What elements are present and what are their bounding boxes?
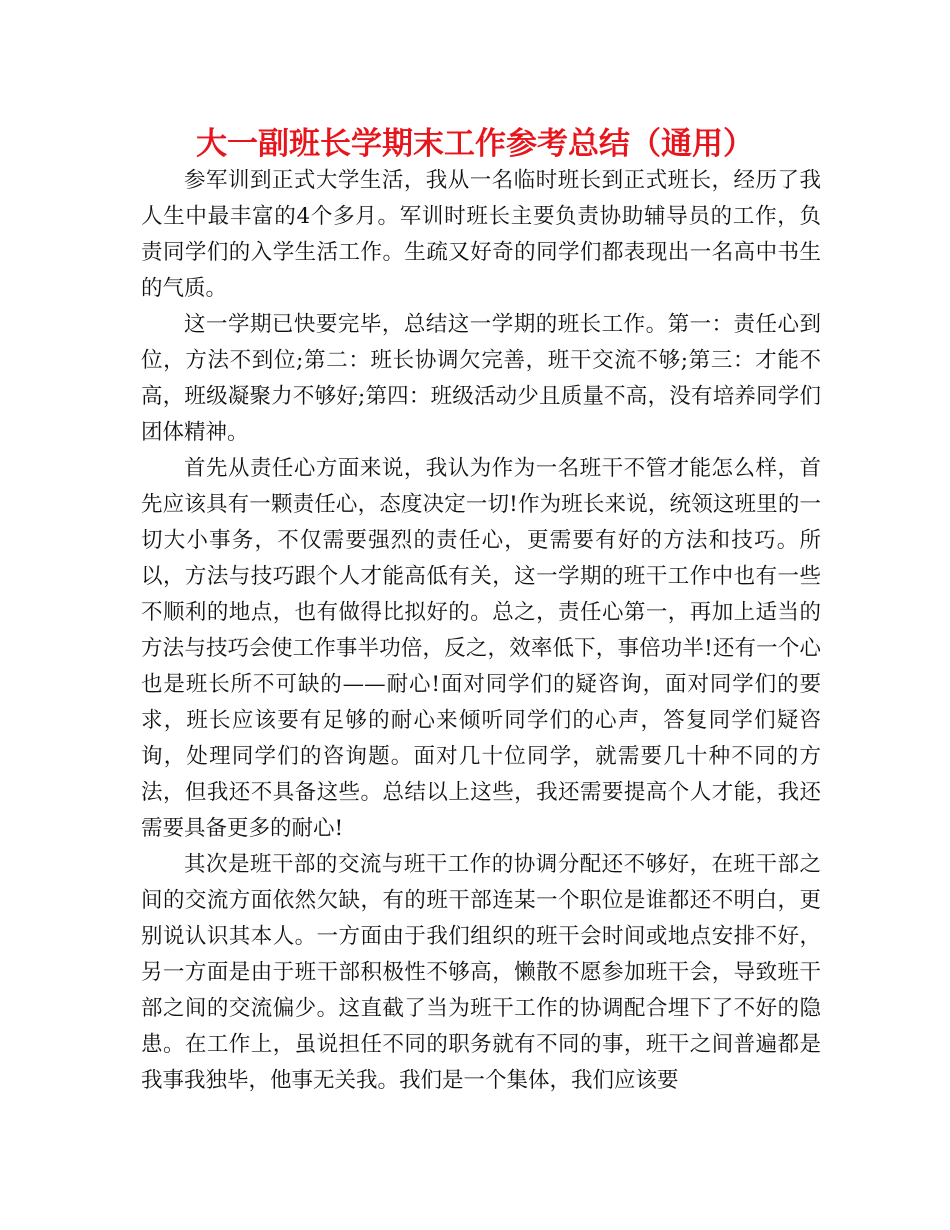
- document-body: [141, 163, 821, 1099]
- paragraph-3: 首先从责任心方面来说，我认为作为一名班干不管才能怎么样，首先应该具有一颗责任心，态度决定一切!作为班长来说，统领这班里的一切大小事务，不仅需要强烈的责任心，更需要有好的方法和技巧。所以，方法与技巧跟个人才能高低有关，这一学期的班干工作中也有一些不顺利的地点，也有做得比拟好的。总之，责任心第一，再加上适当的方法与技巧会使工作事半功倍，反之，效率低下，事倍功半!还有一个心也是班长所不可缺的——耐心!面对同学们的疑咨询，面对同学们的要求，班长应该要有足够的耐心来倾听同学们的心声，答复同学们疑咨询，处理同学们的咨询题。面对几十位同学，就需要几十种不同的方法，但我还不具备这些。总结以上这些，我还需要提高个人才能，我还需要具备更多的耐心!: [141, 456, 821, 841]
- document-title: 大一副班长学期末工作参考总结（通用）: [196, 126, 754, 162]
- paragraph-2: 这一学期已快要完毕，总结这一学期的班长工作。第一：责任心到位，方法不到位;第二：班长协调欠完善，班干交流不够;第三：才能不高，班级凝聚力不够好;第四：班级活动少且质量不高，没有培养同学们团体精神。: [141, 312, 821, 445]
- paragraph-4: 其次是班干部的交流与班干工作的协调分配还不够好，在班干部之间的交流方面依然欠缺，有的班干部连某一个职位是谁都还不明白，更别说认识其本人。一方面由于我们组织的班干会时间或地点安排不好，另一方面是由于班干部积极性不够高，懒散不愿参加班干会，导致班干部之间的交流偏少。这直截了当为班干工作的协调配合埋下了不好的隐患。在工作上，虽说担任不同的职务就有不同的事，班干之间普遍都是我事我独毕，他事无关我。我们是一个集体，我们应该要: [141, 852, 821, 1093]
- paragraph-1: 参军训到正式大学生活，我从一名临时班长到正式班长，经历了我人生中最丰富的4个多月。军训时班长主要负责协助辅导员的工作，负责同学们的入学生活工作。生疏又好奇的同学们都表现出一名高中书生的气质。: [141, 168, 821, 301]
